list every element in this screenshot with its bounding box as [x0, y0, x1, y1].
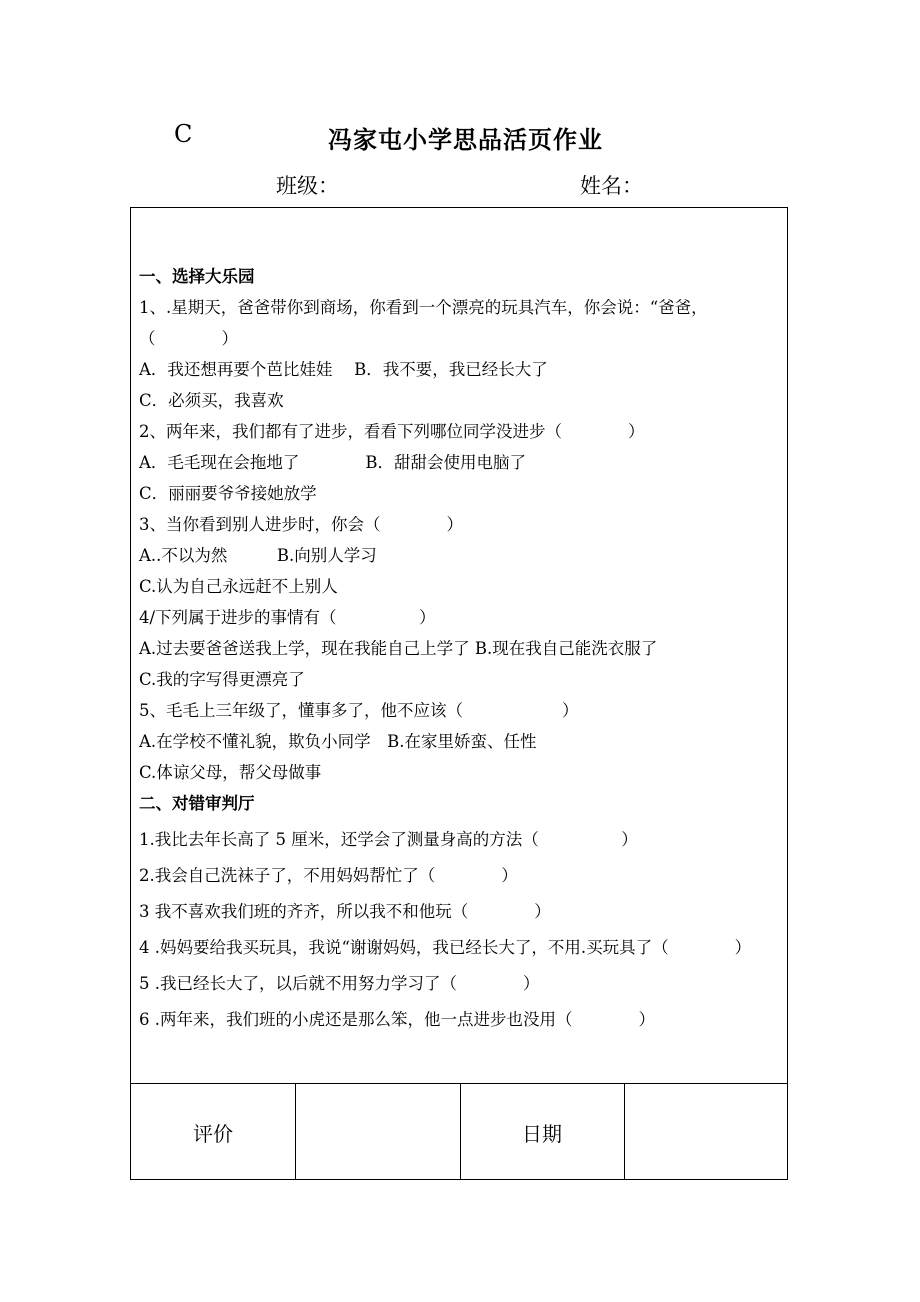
page-title: 冯家屯小学思品活页作业 — [328, 125, 603, 154]
name-label: 姓名： — [580, 174, 643, 198]
question-line: 1、.星期天，爸爸带你到商场，你看到一个漂亮的玩具汽车，你会说：“爸爸， — [139, 298, 708, 317]
statement-line: 3 我不喜欢我们班的齐齐，所以我不和他玩（ ） — [139, 902, 551, 921]
statement-line: 1.我比去年长高了 5 厘米，还学会了测量身高的方法（ ） — [139, 830, 638, 849]
header-letter: C — [174, 120, 193, 148]
option-line: A．毛毛现在会拖地了 B．甜甜会使用电脑了 — [139, 453, 527, 472]
footer-cell-divider — [295, 1084, 296, 1179]
option-line: A．我还想再要个芭比娃娃 B．我不要，我已经长大了 — [139, 360, 548, 379]
question-line: 5、毛毛上三年级了，懂事多了，他不应该（ ） — [139, 701, 579, 720]
option-line: A..不以为然 B.向别人学习 — [139, 546, 377, 565]
option-line: C．必须买，我喜欢 — [139, 391, 284, 410]
statement-line: 6 .两年来，我们班的小虎还是那么笨，他一点进步也没用（ ） — [139, 1010, 655, 1029]
option-line: C.认为自己永远赶不上别人 — [139, 577, 338, 596]
footer-divider — [131, 1083, 787, 1084]
evaluation-label: 评价 — [193, 1122, 233, 1146]
option-line: A.过去要爸爸送我上学，现在我能自己上学了 B.现在我自己能洗衣服了 — [139, 639, 658, 658]
section-heading-choice: 一、选择大乐园 — [139, 267, 255, 286]
section-heading-truefalse: 二、对错审判厅 — [139, 794, 255, 813]
class-label: 班级： — [276, 174, 339, 198]
question-line: 3、当你看到别人进步时，你会（ ） — [139, 515, 463, 534]
date-label: 日期 — [522, 1122, 562, 1146]
footer-cell-divider — [624, 1084, 625, 1179]
worksheet-box — [130, 207, 788, 1180]
option-line: C.体谅父母，帮父母做事 — [139, 763, 322, 782]
question-line: 2、两年来，我们都有了进步，看看下列哪位同学没进步（ ） — [139, 422, 645, 441]
statement-line: 2.我会自己洗袜子了，不用妈妈帮忙了（ ） — [139, 866, 518, 885]
statement-line: 5 .我已经长大了，以后就不用努力学习了（ ） — [139, 974, 540, 993]
option-line: A.在学校不懂礼貌，欺负小同学 B.在家里娇蛮、任性 — [139, 732, 537, 751]
option-line: C．丽丽要爷爷接她放学 — [139, 484, 317, 503]
answer-blank: （ ） — [139, 329, 238, 348]
question-line: 4/下列属于进步的事情有（ ） — [139, 608, 436, 627]
option-line: C.我的字写得更漂亮了 — [139, 670, 305, 689]
statement-line: 4 .妈妈要给我买玩具，我说“谢谢妈妈，我已经长大了，不用.买玩具了（ ） — [139, 938, 752, 957]
